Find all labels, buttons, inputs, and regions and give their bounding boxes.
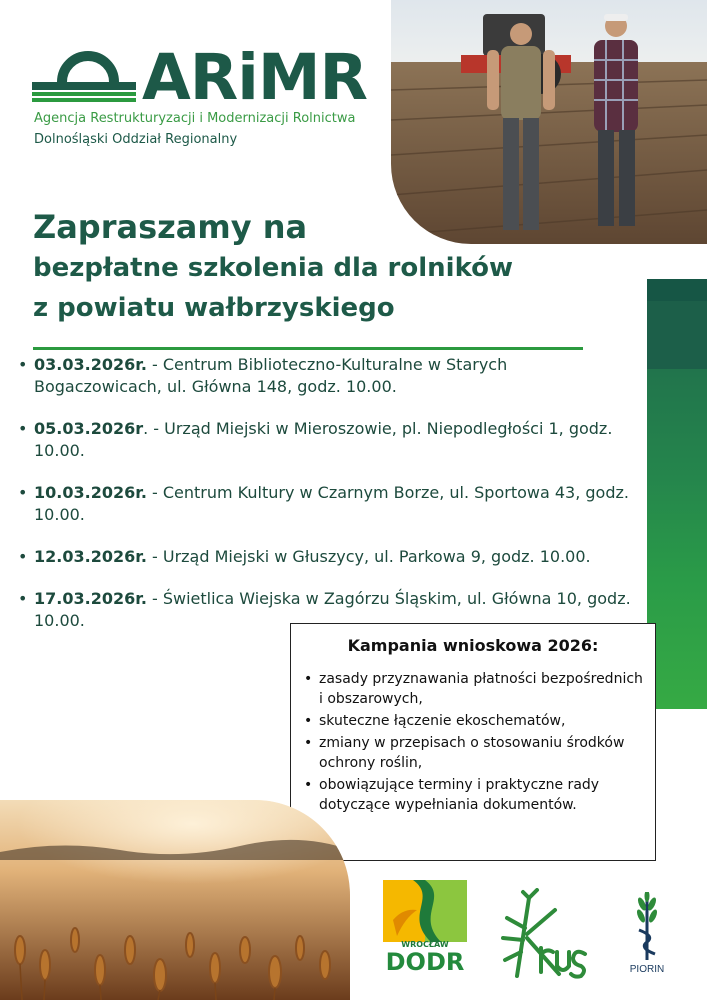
schedule-location: - Centrum Kultury w Czarnym Borze, ul. Sportowa 43, godz. 10.00. xyxy=(34,483,629,524)
wheat-field-photo xyxy=(0,800,350,1000)
dodr-city: WROCŁAW xyxy=(401,940,449,949)
heading-divider xyxy=(33,347,583,350)
schedule-location: - Świetlica Wiejska w Zagórzu Śląskim, ul. Główna 10, godz. 10.00. xyxy=(34,589,631,630)
piorin-emblem-icon xyxy=(622,892,672,962)
dodr-emblem-icon xyxy=(383,880,467,942)
schedule-item xyxy=(18,546,648,568)
regional-branch: Dolnośląski Oddział Regionalny xyxy=(34,132,238,147)
campaign-title: Kampania wnioskowa 2026: xyxy=(347,636,599,655)
training-schedule xyxy=(18,354,648,632)
heading-line-3: z powiatu wałbrzyskiego xyxy=(33,293,395,323)
schedule-location: - Centrum Biblioteczno-Kulturalne w Starych Bogaczowicach, ul. Główna 148, godz. 10.00. xyxy=(34,355,508,396)
campaign-topic: • zasady przyznawania płatności bezpośrednich i obszarowych, xyxy=(303,669,651,709)
dodr-logo xyxy=(383,880,467,978)
schedule-item xyxy=(18,418,618,462)
piorin-name: PIORIN xyxy=(629,964,665,975)
main-heading xyxy=(33,206,593,328)
campaign-topic: • skuteczne łączenie ekoschematów, xyxy=(303,711,651,731)
campaign-box xyxy=(290,623,656,861)
schedule-item xyxy=(18,354,598,398)
schedule-location: . - Urząd Miejski w Mieroszowie, pl. Niepodległości 1, godz. 10.00. xyxy=(34,419,613,460)
arimr-wordmark: ARiMR xyxy=(142,41,368,114)
agency-name: Agencja Restrukturyzacji i Modernizacji Rolnictwa xyxy=(34,111,356,126)
schedule-date: 17.03.2026r. xyxy=(34,589,147,608)
heading-line-1: Zapraszamy na xyxy=(33,208,308,246)
green-decorative-bar xyxy=(647,279,707,709)
campaign-topic: • zmiany w przepisach o stosowaniu środków ochrony roślin, xyxy=(303,733,651,773)
heading-line-2: bezpłatne szkolenia dla rolników xyxy=(33,253,514,283)
schedule-item xyxy=(18,482,648,526)
campaign-topic: • obowiązujące terminy i praktyczne rady dotyczące wypełniania dokumentów. xyxy=(303,775,651,815)
krus-logo xyxy=(497,888,589,980)
schedule-location: - Urząd Miejski w Głuszycy, ul. Parkowa 9, godz. 10.00. xyxy=(146,547,591,566)
arimr-logo xyxy=(32,40,392,150)
schedule-date: 10.03.2026r. xyxy=(34,483,147,502)
schedule-date: 05.03.2026r xyxy=(34,419,144,438)
schedule-date: 12.03.2026r. xyxy=(34,547,147,566)
arimr-logo-mark-icon xyxy=(32,40,136,106)
piorin-logo xyxy=(622,892,672,982)
campaign-topics xyxy=(303,669,651,817)
krus-emblem-icon xyxy=(497,888,589,980)
dodr-name: DODR xyxy=(385,948,465,976)
schedule-date: 03.03.2026r. xyxy=(34,355,147,374)
